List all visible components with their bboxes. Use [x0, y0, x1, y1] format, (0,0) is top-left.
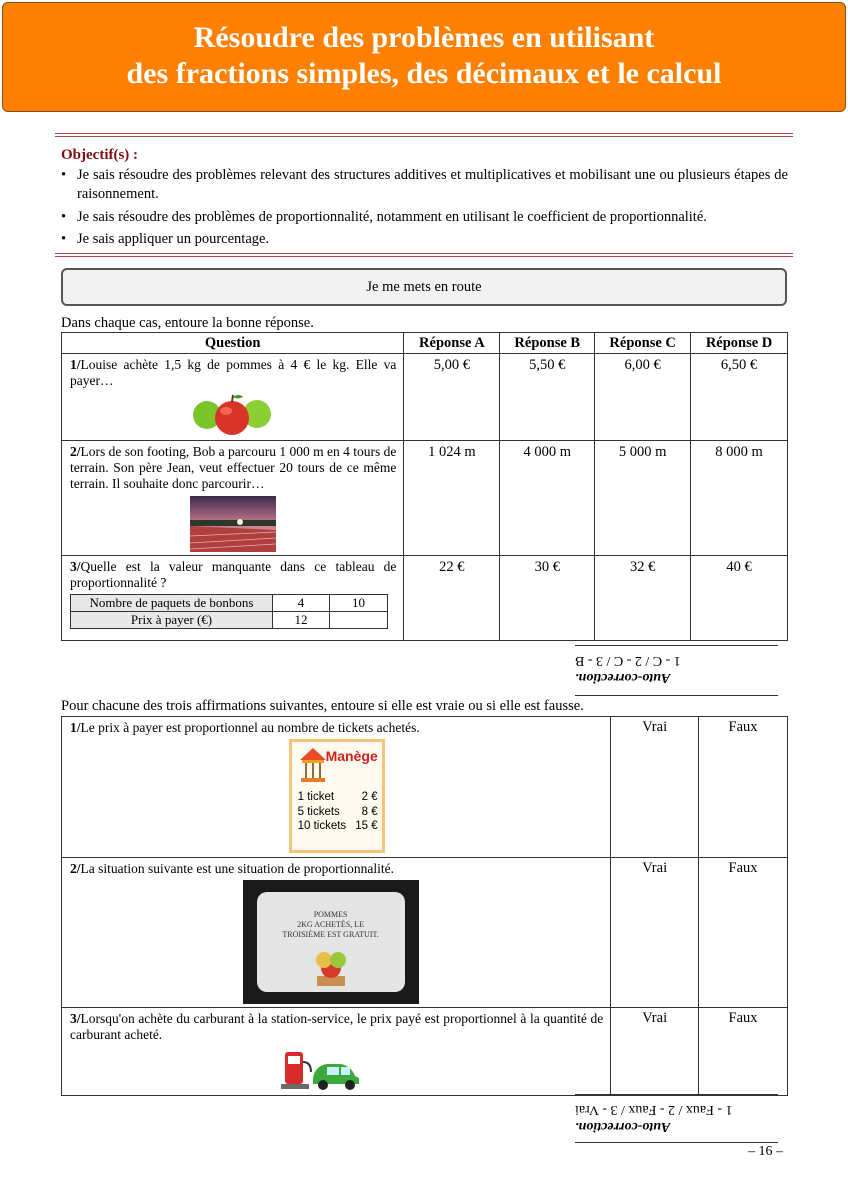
poster-line-label: 10 tickets: [297, 820, 347, 832]
answer-option[interactable]: 8 000 m: [691, 441, 788, 556]
separator: [575, 1142, 778, 1143]
answer-option[interactable]: 40 €: [691, 556, 788, 641]
poster-line: TROISIÈME EST GRATUIT.: [282, 930, 379, 939]
question-text: Quelle est la valeur manquante dans ce tableau de proportionnalité ?: [70, 559, 397, 590]
poster-line-label: 5 tickets: [297, 805, 340, 818]
proportion-cell: 10: [330, 595, 388, 612]
table-row: [62, 1008, 788, 1096]
answer-option[interactable]: 5 000 m: [595, 441, 691, 556]
table-row: [62, 441, 788, 556]
objectives-list: [61, 166, 788, 253]
question-text: Louise achète 1,5 kg de pommes à 4 € le kg. Elle va payer…: [70, 357, 397, 388]
table-row: [62, 858, 788, 1008]
autocorrection-title: Auto-correction.: [575, 670, 671, 685]
instruction-1: Dans chaque cas, entoure la bonne réponse.: [61, 315, 314, 331]
header-answer-a: Réponse A: [404, 333, 500, 354]
answer-option[interactable]: 32 €: [595, 556, 691, 641]
header-answer-d: Réponse D: [691, 333, 788, 354]
header-answer-c: Réponse C: [595, 333, 691, 354]
carousel-icon: [298, 746, 328, 784]
title-line-2: des fractions simples, des décimaux et le calcul: [126, 57, 722, 90]
separator: [575, 1094, 778, 1095]
statement-2: [62, 858, 611, 1008]
objectives-title: Objectif(s) :: [61, 147, 139, 163]
poster-line-price: 8 €: [361, 805, 378, 818]
poster-line-price: 15 €: [355, 820, 378, 832]
true-option[interactable]: Vrai: [611, 717, 699, 858]
question-1: [62, 354, 404, 441]
question-3: [62, 556, 404, 641]
objective-item: • Je sais appliquer un pourcentage.: [61, 230, 788, 249]
poster-line: 2KG ACHETÉS, LE: [297, 920, 365, 929]
table-row: [62, 717, 788, 858]
apples-icon: [313, 946, 349, 986]
statement-text: Le prix à payer est proportionnel au nombre de tickets achetés.: [80, 720, 420, 735]
answer-option[interactable]: 5,50 €: [500, 354, 595, 441]
autocorrection-title: Auto-correction.: [575, 1119, 671, 1134]
apples-image: [70, 391, 396, 437]
answer-option[interactable]: 6,50 €: [691, 354, 788, 441]
separator: [575, 645, 778, 646]
question-number: 1/: [70, 357, 81, 372]
false-option[interactable]: Faux: [699, 1008, 788, 1096]
section-title: Je me mets en route: [61, 268, 787, 306]
proportion-cell: 12: [273, 612, 330, 629]
statement-number: 2/: [70, 861, 81, 876]
statement-1: [62, 717, 611, 858]
statement-text: La situation suivante est une situation de proportionnalité.: [80, 861, 394, 876]
qcm-table: [61, 332, 788, 641]
answer-option[interactable]: 22 €: [404, 556, 500, 641]
poster-line-price: 2 €: [361, 791, 378, 803]
autocorrection-text: 1 - C / 2 - C / 3 - B: [575, 653, 681, 668]
true-option[interactable]: Vrai: [611, 1008, 699, 1096]
poster-line: POMMES: [313, 910, 348, 919]
title-line-1: Résoudre des problèmes en utilisant: [193, 21, 655, 54]
question-number: 3/: [70, 559, 81, 574]
proportion-cell: 4: [273, 595, 330, 612]
autocorrection-2: [575, 1101, 778, 1135]
proportion-label: Nombre de paquets de bonbons: [71, 595, 273, 612]
table-row: [62, 556, 788, 641]
question-text: Lors de son footing, Bob a parcouru 1 000 m en 4 tours de terrain. Son père Jean, veut effectuer 20 tours de ce même terrain. Il souhaite donc parcourir…: [70, 444, 397, 491]
carousel-poster: [70, 739, 603, 853]
statement-number: 1/: [70, 720, 81, 735]
objective-item: • Je sais résoudre des problèmes relevant des structures additives et multiplicatives et mobilisant une ou plusieurs étapes de raisonnement.: [61, 166, 788, 204]
question-2: [62, 441, 404, 556]
separator: [575, 695, 778, 696]
rule-bottom: [55, 253, 793, 257]
poster-title: Manège: [325, 748, 378, 764]
answer-option[interactable]: 30 €: [500, 556, 595, 641]
question-number: 2/: [70, 444, 81, 459]
header-question: Question: [62, 333, 404, 354]
instruction-2: Pour chacune des trois affirmations suivantes, entoure si elle est vraie ou si elle est fausse.: [61, 698, 584, 714]
table-row: [62, 354, 788, 441]
false-option[interactable]: Faux: [699, 858, 788, 1008]
proportion-table: [70, 594, 388, 629]
proportion-cell: [330, 612, 388, 629]
statement-text: Lorsqu'on achète du carburant à la station-service, le prix payé est proportionnel à la quantité de carburant acheté.: [70, 1011, 604, 1042]
fuel-station-image: [40, 1048, 603, 1092]
autocorrection-1: [575, 652, 778, 686]
statement-3: [62, 1008, 611, 1096]
header-answer-b: Réponse B: [500, 333, 595, 354]
track-image: [70, 496, 396, 552]
true-false-table: [61, 716, 788, 1096]
true-option[interactable]: Vrai: [611, 858, 699, 1008]
rule-top: [55, 133, 793, 137]
answer-option[interactable]: 1 024 m: [404, 441, 500, 556]
answer-option[interactable]: 5,00 €: [404, 354, 500, 441]
page-number: – 16 –: [748, 1144, 783, 1159]
apples-poster: [70, 880, 603, 1004]
table-header-row: [62, 333, 788, 354]
objective-item: • Je sais résoudre des problèmes de proportionnalité, notamment en utilisant le coefficient de proportionnalité.: [61, 208, 788, 227]
answer-option[interactable]: 6,00 €: [595, 354, 691, 441]
answer-option[interactable]: 4 000 m: [500, 441, 595, 556]
false-option[interactable]: Faux: [699, 717, 788, 858]
statement-number: 3/: [70, 1011, 81, 1026]
poster-line-label: 1 ticket: [297, 791, 335, 803]
proportion-label: Prix à payer (€): [71, 612, 273, 629]
page-title: [2, 2, 846, 112]
autocorrection-text: 1 - Faux / 2 - Faux / 3 - Vrai: [575, 1102, 733, 1117]
